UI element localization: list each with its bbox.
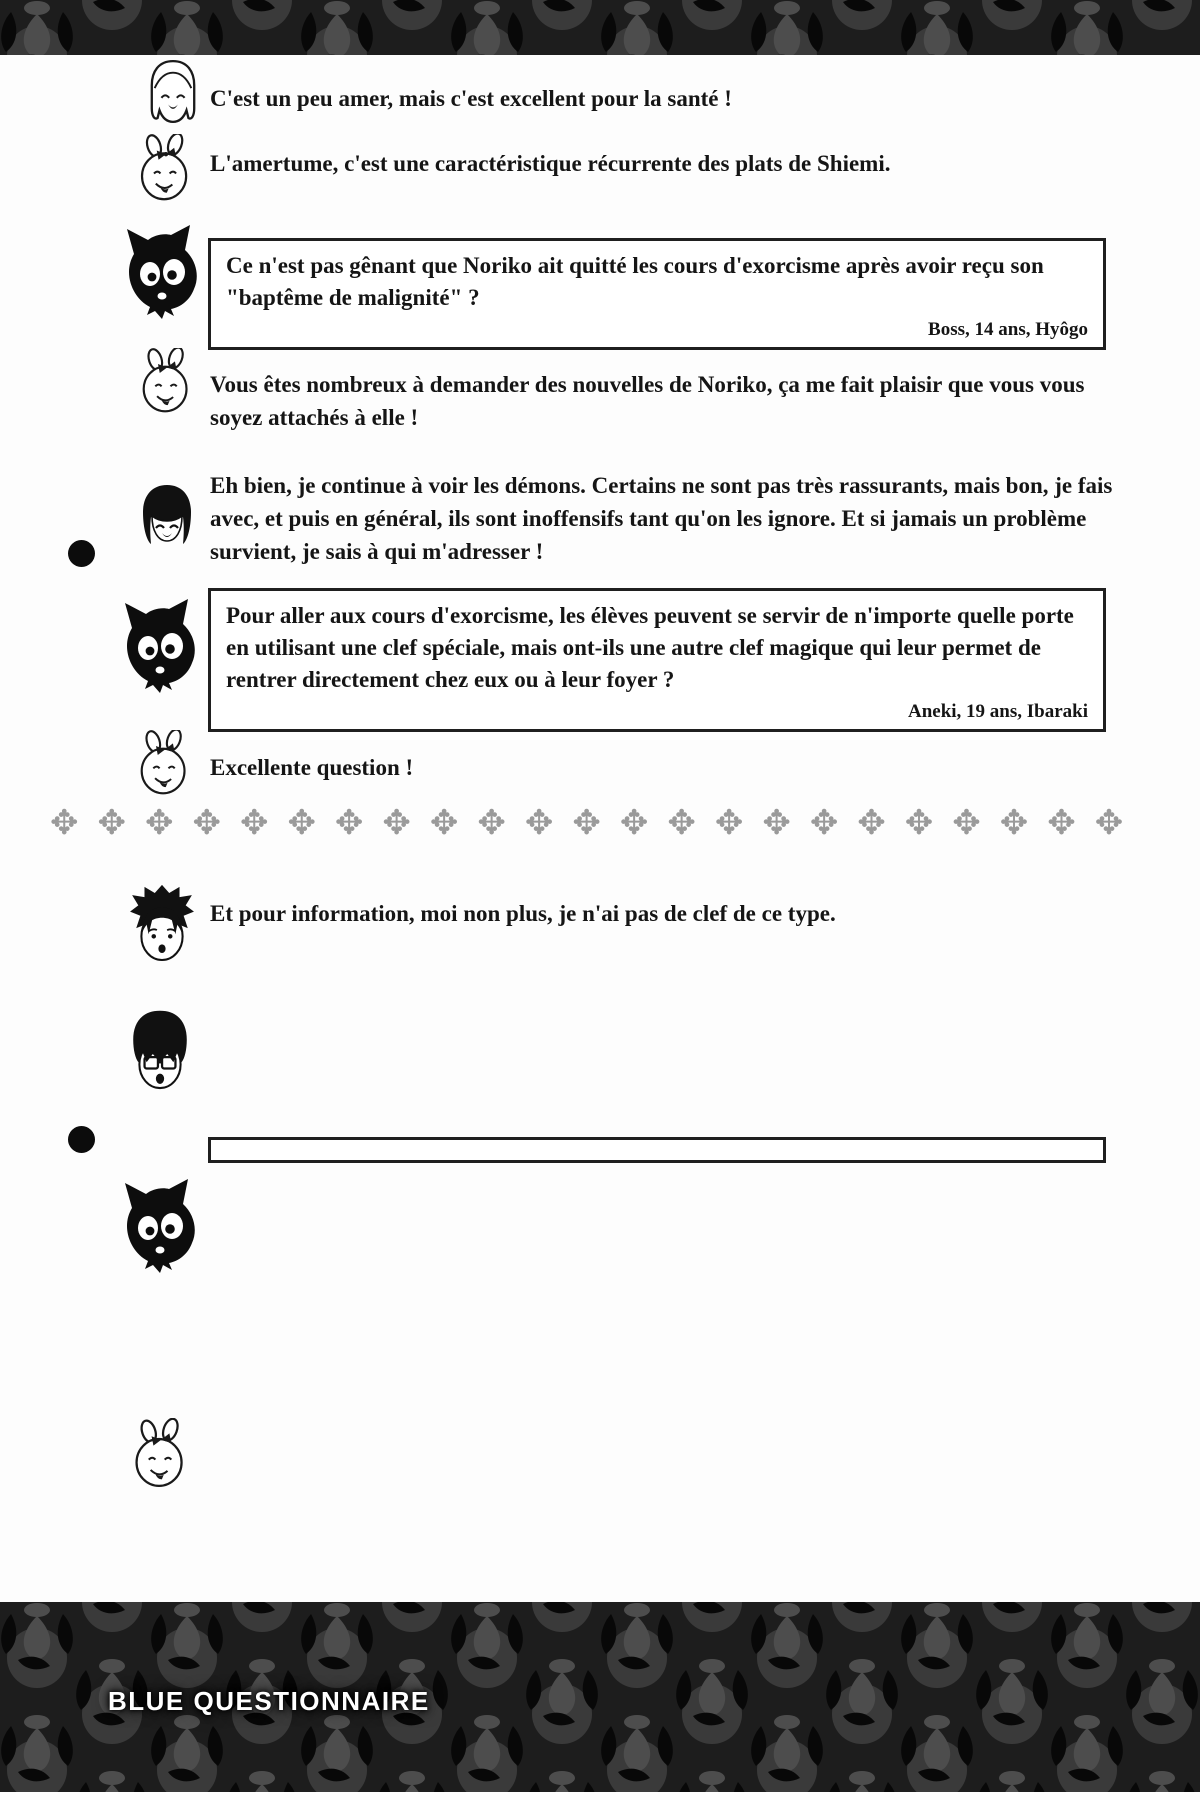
rin-avatar-icon: [128, 882, 196, 968]
question-attribution: Aneki, 19 ans, Ibaraki: [907, 701, 1088, 722]
kuro-cat-avatar-icon: [122, 596, 202, 694]
yukio-avatar-icon: [126, 1008, 194, 1096]
page-title-banner: BLUE QUESTIONNAIRE: [108, 1686, 430, 1716]
rabbit-author-avatar-icon: [134, 134, 196, 202]
question-box-2: [208, 588, 1106, 732]
question-text: Ce n'est pas gênant que Noriko ait quitté les cours d'exorcisme après avoir reçu son "baptême de malignité" ?: [226, 253, 1044, 310]
question-attribution: Boss, 14 ans, Hyôgo: [928, 319, 1088, 340]
speech-rabbit: Vous êtes nombreux à demander des nouvelles de Noriko, ça me fait plaisir que vous vous soyez attachés à elle !: [210, 372, 1085, 430]
rabbit-author-avatar-icon: [134, 730, 194, 796]
question-box-3: [208, 1137, 1106, 1163]
rabbit-author-avatar-icon: [136, 348, 196, 414]
kuro-cat-avatar-icon: [124, 222, 204, 320]
ornament-divider: ✥✥✥✥✥✥✥✥✥✥✥✥✥✥✥✥✥✥✥✥✥✥✥: [50, 803, 1143, 843]
speech-rin: Et pour information, moi non plus, je n'ai pas de clef de ce type.: [210, 901, 836, 926]
shiemi-avatar-icon: [146, 58, 200, 126]
speech-shiemi: C'est un peu amer, mais c'est excellent pour la santé !: [210, 86, 732, 111]
speech-ran: Eh bien, je continue à voir les démons. Certains ne sont pas très rassurants, mais bon, je fais avec, et puis en général, ils sont inoffensifs tant qu'on les ignore. Et si jamais un problème survient, je sais à qui m'adresser !: [210, 473, 1113, 564]
question-box-1: [208, 238, 1106, 350]
rabbit-author-avatar-icon: [130, 1418, 190, 1490]
decorative-border-top-damask: [0, 0, 1200, 55]
ran-girl-avatar-icon: [138, 482, 196, 556]
speech-rabbit: L'amertume, c'est une caractéristique récurrente des plats de Shiemi.: [210, 151, 891, 176]
margin-bullet-dot: [68, 1126, 95, 1153]
question-text: Pour aller aux cours d'exorcisme, les élèves peuvent se servir de n'importe quelle porte en utilisant une clef spéciale, mais ont-ils une autre clef magique qui leur permet de rentrer directement chez eux ou à leur foyer ?: [226, 603, 1074, 692]
kuro-cat-avatar-icon: [122, 1176, 202, 1274]
speech-rabbit: Excellente question !: [210, 755, 414, 780]
margin-bullet-dot: [68, 540, 95, 567]
